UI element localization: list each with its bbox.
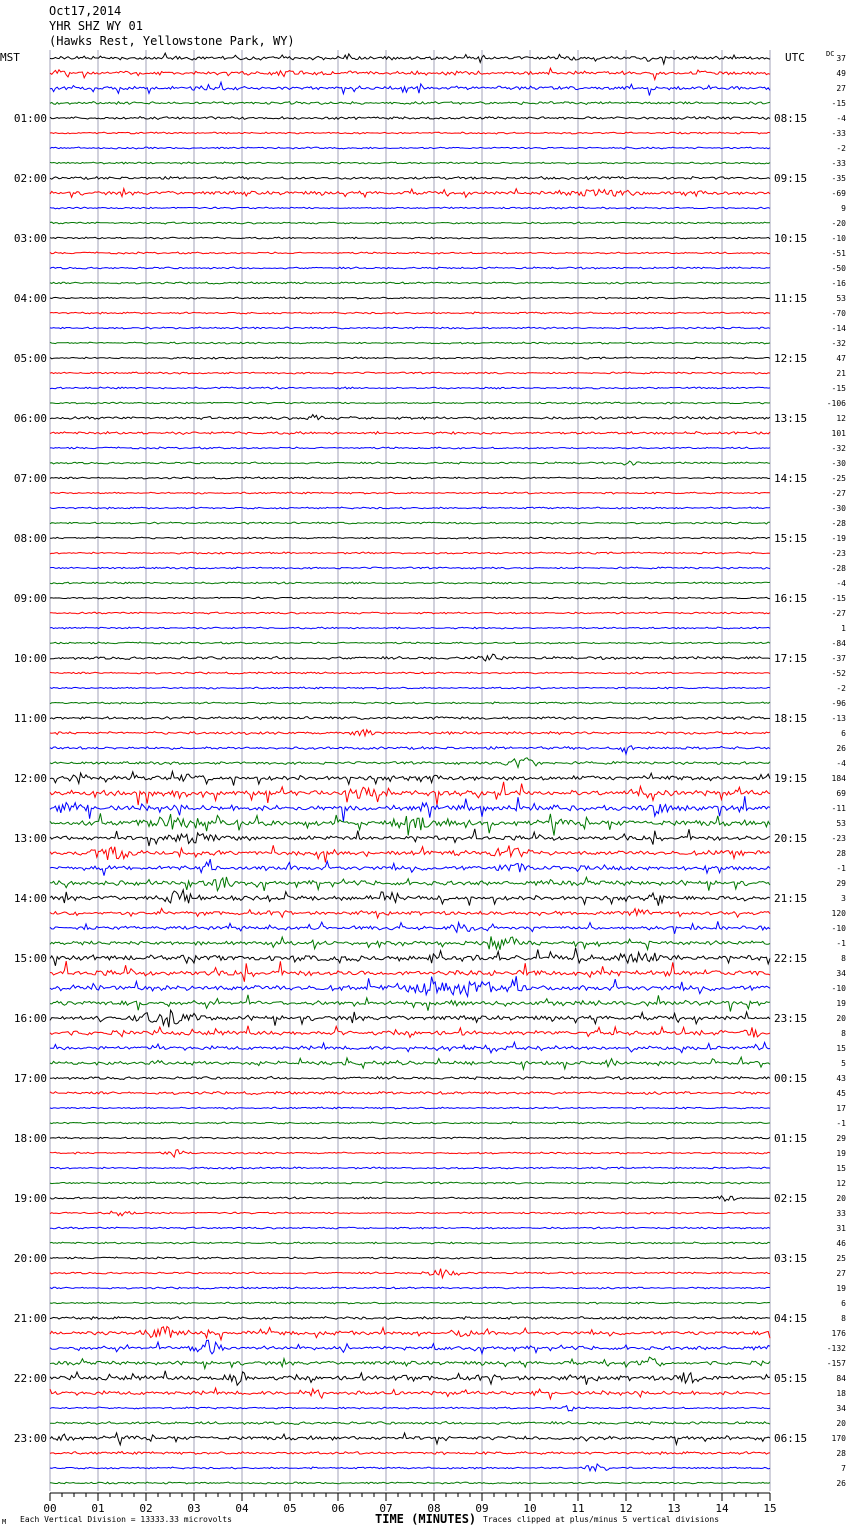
dc-offset-label: -23 bbox=[831, 834, 846, 843]
left-hour-label: 23:00 bbox=[13, 1432, 47, 1445]
trace-35 bbox=[50, 582, 770, 584]
trace-41 bbox=[50, 672, 770, 674]
dc-offset-label: -13 bbox=[831, 714, 846, 723]
dc-offset-label: 25 bbox=[836, 1254, 846, 1263]
trace-81 bbox=[50, 1269, 770, 1278]
trace-14 bbox=[50, 267, 770, 269]
dc-offset-label: -14 bbox=[831, 324, 846, 333]
trace-31 bbox=[50, 522, 770, 524]
trace-65 bbox=[50, 1026, 770, 1038]
dc-offset-label: -96 bbox=[831, 699, 846, 708]
trace-92 bbox=[50, 1433, 770, 1445]
x-tick-label: 04 bbox=[235, 1502, 249, 1515]
right-hour-label: 18:15 bbox=[774, 712, 808, 725]
dc-offset-label: -15 bbox=[831, 594, 846, 603]
right-hour-label: 20:15 bbox=[774, 832, 808, 845]
dc-offset-label: 12 bbox=[836, 414, 846, 423]
dc-offset-label: 176 bbox=[831, 1329, 846, 1338]
dc-offset-label: -4 bbox=[836, 579, 846, 588]
trace-67 bbox=[50, 1057, 770, 1069]
x-tick-label: 09 bbox=[475, 1502, 489, 1515]
right-hour-label: 09:15 bbox=[774, 172, 808, 185]
dc-offset-label: 26 bbox=[836, 744, 846, 753]
trace-44 bbox=[50, 717, 770, 720]
left-hour-label: 07:00 bbox=[13, 472, 47, 485]
record-date: Oct17,2014 bbox=[49, 4, 122, 18]
dc-offset-label: 7 bbox=[841, 1464, 846, 1473]
right-hour-label: 05:15 bbox=[774, 1372, 808, 1385]
trace-85 bbox=[50, 1327, 770, 1340]
trace-50 bbox=[50, 796, 770, 821]
trace-77 bbox=[50, 1211, 770, 1216]
trace-79 bbox=[50, 1242, 770, 1244]
right-hour-label: 01:15 bbox=[774, 1132, 808, 1145]
dc-offset-label: 21 bbox=[836, 369, 846, 378]
trace-74 bbox=[50, 1167, 770, 1169]
left-hour-label: 22:00 bbox=[13, 1372, 47, 1385]
right-hour-label: 11:15 bbox=[774, 292, 808, 305]
trace-63 bbox=[50, 995, 770, 1012]
trace-95 bbox=[50, 1482, 770, 1484]
station-location: (Hawks Rest, Yellowstone Park, WY) bbox=[49, 34, 295, 48]
trace-56 bbox=[50, 890, 770, 906]
trace-21 bbox=[50, 372, 770, 374]
trace-51 bbox=[50, 813, 770, 835]
dc-offset-label: -19 bbox=[831, 534, 846, 543]
trace-49 bbox=[50, 782, 770, 805]
left-hour-label: 19:00 bbox=[13, 1192, 47, 1205]
left-hour-label: 12:00 bbox=[13, 772, 47, 785]
right-hour-label: 22:15 bbox=[774, 952, 808, 965]
dc-offset-label: 53 bbox=[836, 294, 846, 303]
dc-offset-label: -10 bbox=[831, 924, 846, 933]
vertical-scale-note: Each Vertical Division = 13333.33 microvolts bbox=[20, 1515, 232, 1524]
trace-26 bbox=[50, 447, 770, 449]
x-tick-label: 10 bbox=[523, 1502, 537, 1515]
left-hour-label: 05:00 bbox=[13, 352, 47, 365]
trace-73 bbox=[50, 1150, 770, 1158]
dc-offset-label: -27 bbox=[831, 489, 846, 498]
right-hour-label: 19:15 bbox=[774, 772, 808, 785]
dc-offset-label: 20 bbox=[836, 1194, 846, 1203]
dc-offset-label: 17 bbox=[836, 1104, 846, 1113]
dc-offset-label: 49 bbox=[836, 69, 846, 78]
left-hour-label: 04:00 bbox=[13, 292, 47, 305]
right-hour-label: 00:15 bbox=[774, 1072, 808, 1085]
dc-offset-label: -33 bbox=[831, 129, 846, 138]
dc-offset-label: 15 bbox=[836, 1044, 846, 1053]
trace-68 bbox=[50, 1077, 770, 1080]
dc-offset-label: -4 bbox=[836, 114, 846, 123]
x-tick-label: 08 bbox=[427, 1502, 441, 1515]
station-code: YHR SHZ WY 01 bbox=[49, 19, 143, 33]
trace-5 bbox=[50, 132, 770, 134]
dc-offset-label: -69 bbox=[831, 189, 846, 198]
dc-offset-label: 19 bbox=[836, 999, 846, 1008]
trace-48 bbox=[50, 771, 770, 785]
trace-75 bbox=[50, 1182, 770, 1184]
x-tick-label: 03 bbox=[187, 1502, 201, 1515]
dc-offset-label: 28 bbox=[836, 1449, 846, 1458]
dc-offset-label: -2 bbox=[836, 144, 846, 153]
dc-offset-label: -35 bbox=[831, 174, 846, 183]
trace-87 bbox=[50, 1357, 770, 1368]
left-hour-label: 11:00 bbox=[13, 712, 47, 725]
dc-offset-label: -32 bbox=[831, 339, 846, 348]
right-hour-label: 15:15 bbox=[774, 532, 808, 545]
trace-86 bbox=[50, 1340, 770, 1354]
right-hour-label: 12:15 bbox=[774, 352, 808, 365]
dc-offset-label: 33 bbox=[836, 1209, 846, 1218]
dc-offset-label: 45 bbox=[836, 1089, 846, 1098]
x-tick-label: 06 bbox=[331, 1502, 345, 1515]
dc-offset-label: -15 bbox=[831, 384, 846, 393]
x-axis-title: TIME (MINUTES) bbox=[375, 1512, 477, 1526]
dc-offset-label: 18 bbox=[836, 1389, 846, 1398]
corner-mark: M bbox=[2, 1518, 7, 1526]
right-hour-label: 02:15 bbox=[774, 1192, 808, 1205]
trace-6 bbox=[50, 147, 770, 149]
trace-4 bbox=[50, 117, 770, 120]
trace-62 bbox=[50, 976, 770, 996]
trace-8 bbox=[50, 177, 770, 180]
trace-19 bbox=[50, 342, 770, 344]
trace-2 bbox=[50, 82, 770, 95]
dc-offset-label: 19 bbox=[836, 1149, 846, 1158]
dc-offset-label: -28 bbox=[831, 519, 846, 528]
dc-offset-label: -106 bbox=[826, 399, 846, 408]
trace-76 bbox=[50, 1196, 770, 1201]
trace-43 bbox=[50, 702, 770, 704]
dc-offset-label: 15 bbox=[836, 1164, 846, 1173]
dc-offset-label: 3 bbox=[841, 894, 846, 903]
right-timezone-label: UTC bbox=[785, 51, 805, 64]
trace-15 bbox=[50, 282, 770, 284]
right-hour-label: 14:15 bbox=[774, 472, 808, 485]
dc-offset-label: 34 bbox=[836, 1404, 846, 1413]
dc-offset-label: 27 bbox=[836, 84, 846, 93]
trace-70 bbox=[50, 1107, 770, 1109]
trace-54 bbox=[50, 859, 770, 876]
right-hour-label: 04:15 bbox=[774, 1312, 808, 1325]
trace-57 bbox=[50, 908, 770, 918]
trace-17 bbox=[50, 312, 770, 314]
trace-38 bbox=[50, 627, 770, 629]
left-hour-label: 10:00 bbox=[13, 652, 47, 665]
dc-offset-label: 84 bbox=[836, 1374, 846, 1383]
dc-offset-label: -32 bbox=[831, 444, 846, 453]
dc-offset-label: 28 bbox=[836, 849, 846, 858]
dc-offset-label: -10 bbox=[831, 984, 846, 993]
dc-offset-label: 170 bbox=[831, 1434, 846, 1443]
dc-offset-label: -1 bbox=[836, 939, 846, 948]
trace-93 bbox=[50, 1452, 770, 1455]
trace-33 bbox=[50, 552, 770, 554]
trace-84 bbox=[50, 1317, 770, 1320]
trace-16 bbox=[50, 297, 770, 299]
dc-offset-label: 19 bbox=[836, 1284, 846, 1293]
trace-80 bbox=[50, 1257, 770, 1259]
right-hour-label: 16:15 bbox=[774, 592, 808, 605]
trace-22 bbox=[50, 387, 770, 389]
trace-1 bbox=[50, 68, 770, 79]
x-tick-label: 02 bbox=[139, 1502, 153, 1515]
dc-offset-label: 9 bbox=[841, 204, 846, 213]
left-hour-label: 20:00 bbox=[13, 1252, 47, 1265]
trace-89 bbox=[50, 1388, 770, 1399]
trace-23 bbox=[50, 402, 770, 404]
dc-offset-label: -30 bbox=[831, 459, 846, 468]
dc-offset-label: 6 bbox=[841, 729, 846, 738]
dc-offset-label: -1 bbox=[836, 1119, 846, 1128]
trace-83 bbox=[50, 1302, 770, 1304]
left-hour-label: 21:00 bbox=[13, 1312, 47, 1325]
dc-offset-label: 120 bbox=[831, 909, 846, 918]
right-hour-label: 03:15 bbox=[774, 1252, 808, 1265]
left-hour-label: 16:00 bbox=[13, 1012, 47, 1025]
dc-offset-label: 69 bbox=[836, 789, 846, 798]
dc-offset-label: -50 bbox=[831, 264, 846, 273]
dc-offset-label: 8 bbox=[841, 1029, 846, 1038]
dc-offset-label: -11 bbox=[831, 804, 846, 813]
x-tick-label: 14 bbox=[715, 1502, 729, 1515]
dc-offset-label: -70 bbox=[831, 309, 846, 318]
dc-offset-label: 5 bbox=[841, 1059, 846, 1068]
trace-24 bbox=[50, 415, 770, 420]
trace-7 bbox=[50, 162, 770, 164]
trace-37 bbox=[50, 612, 770, 614]
trace-13 bbox=[50, 252, 770, 254]
dc-offset-label: -132 bbox=[826, 1344, 846, 1353]
trace-0 bbox=[50, 53, 770, 64]
trace-39 bbox=[50, 642, 770, 644]
trace-18 bbox=[50, 327, 770, 329]
dc-offset-label: 8 bbox=[841, 1314, 846, 1323]
dc-offset-label: -33 bbox=[831, 159, 846, 168]
trace-12 bbox=[50, 237, 770, 239]
trace-61 bbox=[50, 961, 770, 982]
trace-29 bbox=[50, 492, 770, 494]
left-hour-label: 13:00 bbox=[13, 832, 47, 845]
trace-45 bbox=[50, 730, 770, 736]
right-hour-label: 23:15 bbox=[774, 1012, 808, 1025]
left-hour-label: 09:00 bbox=[13, 592, 47, 605]
dc-offset-label: 53 bbox=[836, 819, 846, 828]
dc-offset-label: -84 bbox=[831, 639, 846, 648]
x-tick-label: 12 bbox=[619, 1502, 633, 1515]
trace-58 bbox=[50, 921, 770, 933]
dc-offset-label: 6 bbox=[841, 1299, 846, 1308]
trace-42 bbox=[50, 687, 770, 689]
left-hour-label: 17:00 bbox=[13, 1072, 47, 1085]
left-hour-label: 14:00 bbox=[13, 892, 47, 905]
left-hour-label: 15:00 bbox=[13, 952, 47, 965]
trace-40 bbox=[50, 654, 770, 661]
trace-3 bbox=[50, 102, 770, 105]
left-hour-label: 06:00 bbox=[13, 412, 47, 425]
clip-note: Traces clipped at plus/minus 5 vertical divisions bbox=[483, 1515, 720, 1524]
trace-82 bbox=[50, 1287, 770, 1289]
dc-offset-label: 46 bbox=[836, 1239, 846, 1248]
dc-offset-label: -1 bbox=[836, 864, 846, 873]
dc-offset-label: -28 bbox=[831, 564, 846, 573]
trace-36 bbox=[50, 597, 770, 599]
right-hour-label: 13:15 bbox=[774, 412, 808, 425]
dc-offset-label: -157 bbox=[826, 1359, 846, 1368]
trace-71 bbox=[50, 1122, 770, 1124]
trace-27 bbox=[50, 461, 770, 465]
dc-offset-label: 1 bbox=[841, 624, 846, 633]
x-tick-label: 13 bbox=[667, 1502, 681, 1515]
dc-offset-label: -23 bbox=[831, 549, 846, 558]
trace-25 bbox=[50, 432, 770, 435]
trace-60 bbox=[50, 948, 770, 966]
dc-offset-label: -52 bbox=[831, 669, 846, 678]
dc-offset-label: 43 bbox=[836, 1074, 846, 1083]
x-tick-label: 00 bbox=[43, 1502, 57, 1515]
x-tick-label: 01 bbox=[91, 1502, 105, 1515]
right-hour-label: 10:15 bbox=[774, 232, 808, 245]
dc-offset-label: -27 bbox=[831, 609, 846, 618]
dc-offset-label: 31 bbox=[836, 1224, 846, 1233]
trace-64 bbox=[50, 1010, 770, 1027]
trace-52 bbox=[50, 829, 770, 846]
trace-34 bbox=[50, 567, 770, 569]
dc-header-label: DC bbox=[826, 50, 835, 58]
right-hour-label: 06:15 bbox=[774, 1432, 808, 1445]
trace-46 bbox=[50, 746, 770, 754]
x-tick-label: 05 bbox=[283, 1502, 297, 1515]
x-tick-label: 07 bbox=[379, 1502, 393, 1515]
trace-66 bbox=[50, 1042, 770, 1053]
dc-offset-label: -4 bbox=[836, 759, 846, 768]
left-hour-label: 08:00 bbox=[13, 532, 47, 545]
dc-offset-label: 8 bbox=[841, 954, 846, 963]
dc-offset-label: 184 bbox=[831, 774, 846, 783]
dc-offset-label: -2 bbox=[836, 684, 846, 693]
dc-offset-label: 12 bbox=[836, 1179, 846, 1188]
trace-32 bbox=[50, 537, 770, 539]
trace-55 bbox=[50, 877, 770, 891]
trace-28 bbox=[50, 477, 770, 479]
dc-offset-label: -51 bbox=[831, 249, 846, 258]
dc-offset-label: 29 bbox=[836, 879, 846, 888]
trace-91 bbox=[50, 1422, 770, 1425]
dc-offset-label: -16 bbox=[831, 279, 846, 288]
trace-53 bbox=[50, 845, 770, 862]
trace-59 bbox=[50, 936, 770, 949]
trace-88 bbox=[50, 1371, 770, 1386]
dc-offset-label: -15 bbox=[831, 99, 846, 108]
left-timezone-label: MST bbox=[0, 51, 20, 64]
dc-offset-label: 26 bbox=[836, 1479, 846, 1488]
right-hour-label: 08:15 bbox=[774, 112, 808, 125]
dc-offset-label: 47 bbox=[836, 354, 846, 363]
trace-94 bbox=[50, 1464, 770, 1471]
left-hour-label: 03:00 bbox=[13, 232, 47, 245]
dc-offset-label: -10 bbox=[831, 234, 846, 243]
trace-69 bbox=[50, 1092, 770, 1095]
dc-offset-label: 34 bbox=[836, 969, 846, 978]
left-hour-label: 18:00 bbox=[13, 1132, 47, 1145]
dc-offset-label: -25 bbox=[831, 474, 846, 483]
trace-30 bbox=[50, 507, 770, 509]
left-hour-label: 01:00 bbox=[13, 112, 47, 125]
trace-20 bbox=[50, 357, 770, 359]
trace-72 bbox=[50, 1137, 770, 1139]
left-hour-label: 02:00 bbox=[13, 172, 47, 185]
trace-9 bbox=[50, 189, 770, 198]
right-hour-label: 21:15 bbox=[774, 892, 808, 905]
dc-offset-label: -20 bbox=[831, 219, 846, 228]
dc-offset-label: -30 bbox=[831, 504, 846, 513]
x-tick-label: 11 bbox=[571, 1502, 585, 1515]
trace-78 bbox=[50, 1227, 770, 1229]
dc-offset-label: 101 bbox=[831, 429, 846, 438]
dc-offset-label: -37 bbox=[831, 654, 846, 663]
dc-offset-label: 27 bbox=[836, 1269, 846, 1278]
trace-10 bbox=[50, 207, 770, 209]
right-hour-label: 17:15 bbox=[774, 652, 808, 665]
trace-47 bbox=[50, 758, 770, 768]
trace-90 bbox=[50, 1406, 770, 1411]
x-tick-label: 15 bbox=[763, 1502, 777, 1515]
dc-offset-label: 20 bbox=[836, 1419, 846, 1428]
dc-offset-label: 20 bbox=[836, 1014, 846, 1023]
trace-11 bbox=[50, 222, 770, 224]
dc-offset-label: 29 bbox=[836, 1134, 846, 1143]
dc-offset-label: 37 bbox=[836, 54, 846, 63]
